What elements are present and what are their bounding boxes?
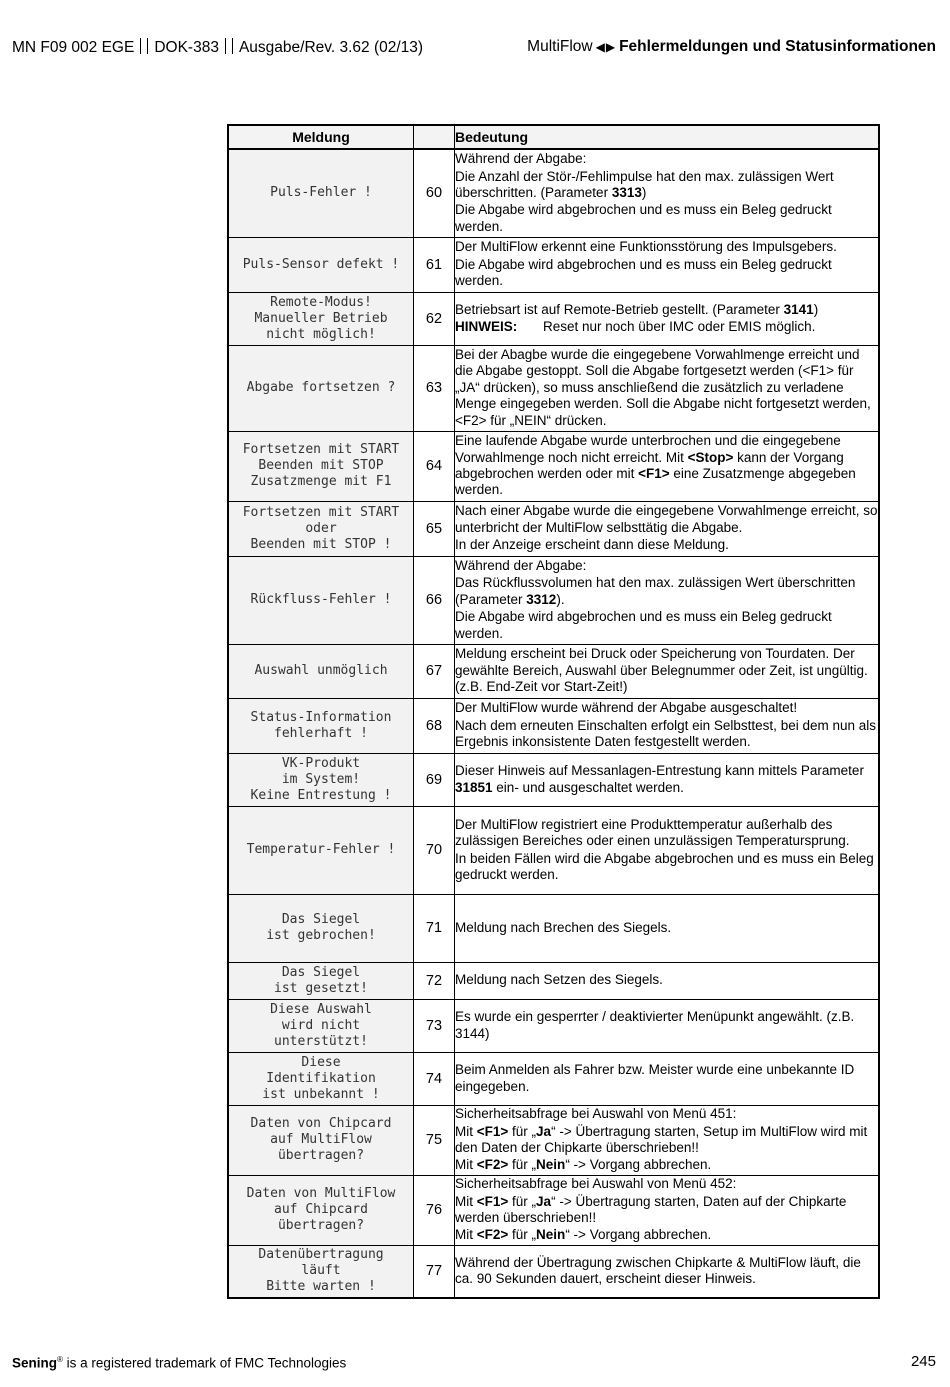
meaning-text: Der MultiFlow registriert eine Produkttemperatur außerhalb des zulässigen Bereiches oder einen unzulässigen Temperatursprung. bbox=[455, 816, 850, 849]
message-line: Auswahl unmöglich bbox=[254, 663, 388, 678]
product-name: MultiFlow bbox=[527, 38, 593, 55]
meaning-paragraph bbox=[455, 609, 878, 642]
meaning-paragraph bbox=[455, 202, 878, 235]
meaning-text: für „ bbox=[508, 1123, 537, 1139]
emphasis-text: <F1> bbox=[476, 1123, 509, 1139]
meaning-cell bbox=[455, 753, 880, 806]
message-table bbox=[227, 124, 880, 1299]
brand-name: Sening bbox=[12, 1355, 58, 1371]
meaning-text: Die Anzahl der Stör-/Fehlimpulse hat den max. zulässigen Wert überschritten. (Parameter bbox=[455, 168, 834, 201]
header-document-info bbox=[12, 38, 423, 57]
meaning-text: “ -> Übertragung starten, Daten auf der Chipkarte werden überschrieben!! bbox=[455, 1193, 847, 1225]
meaning-paragraph bbox=[455, 972, 878, 988]
message-cell bbox=[228, 644, 414, 698]
meaning-paragraph bbox=[455, 700, 878, 716]
table-row bbox=[228, 149, 879, 237]
table-row bbox=[228, 1105, 879, 1175]
message-cell bbox=[228, 894, 414, 962]
meaning-text: Sicherheitsabfrage bei Auswahl von Menü 452: bbox=[455, 1176, 737, 1192]
meaning-text: Reset nur noch über IMC oder EMIS möglich. bbox=[543, 319, 816, 334]
message-number: 64 bbox=[414, 431, 455, 501]
revision: Ausgabe/Rev. 3.62 (02/13) bbox=[238, 39, 424, 56]
meaning-paragraph bbox=[455, 169, 878, 202]
message-cell bbox=[228, 345, 414, 431]
meaning-paragraph bbox=[455, 851, 878, 884]
meaning-text: ) bbox=[813, 301, 819, 317]
emphasis-text: <Stop> bbox=[687, 449, 734, 465]
table-row bbox=[228, 753, 879, 806]
meaning-cell bbox=[455, 501, 880, 556]
meaning-paragraph bbox=[455, 319, 878, 335]
meaning-text: Meldung nach Setzen des Siegels. bbox=[455, 972, 663, 988]
message-line: Identifikation bbox=[266, 1070, 376, 1086]
meaning-text: Die Abgabe wird abgebrochen und es muss ein Beleg gedruckt werden. bbox=[455, 609, 832, 641]
registered-mark: ® bbox=[57, 1355, 63, 1364]
message-line: Puls-Sensor defekt ! bbox=[242, 256, 400, 272]
message-number: 71 bbox=[414, 894, 455, 962]
message-line: oder bbox=[305, 520, 337, 536]
table-row bbox=[228, 292, 879, 345]
message-cell bbox=[228, 556, 414, 644]
footer-trademark bbox=[12, 1355, 346, 1371]
meaning-cell bbox=[455, 698, 880, 753]
dok-number: DOK-383 bbox=[154, 39, 219, 56]
meaning-paragraph bbox=[455, 1255, 878, 1288]
table-row bbox=[228, 501, 879, 556]
meaning-paragraph bbox=[455, 1157, 878, 1173]
meaning-cell bbox=[455, 149, 880, 237]
emphasis-text: Nein bbox=[536, 1227, 566, 1243]
message-line: Puls-Fehler ! bbox=[270, 185, 372, 201]
message-cell bbox=[228, 292, 414, 345]
meaning-text: Eine laufende Abgabe wurde unterbrochen und die eingegebene Vorwahlmenge noch nicht erreicht. Mit bbox=[455, 433, 841, 465]
message-cell bbox=[228, 237, 414, 292]
meaning-paragraph bbox=[455, 763, 878, 796]
meaning-paragraph bbox=[455, 1106, 878, 1122]
table-row bbox=[228, 237, 879, 292]
message-number: 65 bbox=[414, 501, 455, 556]
meaning-paragraph bbox=[455, 558, 878, 574]
meaning-text: Dieser Hinweis auf Messanlagen-Entrestung kann mittels Parameter bbox=[455, 763, 864, 779]
message-line: Abgabe fortsetzen ? bbox=[246, 380, 396, 395]
message-number: 72 bbox=[414, 962, 455, 999]
emphasis-text: <F2> bbox=[476, 1227, 509, 1243]
message-cell bbox=[228, 431, 414, 501]
message-line: Diese Auswahl bbox=[270, 1001, 372, 1017]
emphasis-text: Ja bbox=[536, 1193, 552, 1209]
message-number: 66 bbox=[414, 556, 455, 644]
meaning-paragraph bbox=[455, 1194, 878, 1227]
header-section-info bbox=[527, 38, 936, 56]
meaning-cell bbox=[455, 894, 880, 962]
meaning-paragraph bbox=[455, 347, 878, 429]
meaning-paragraph bbox=[455, 1176, 878, 1192]
meaning-text: Während der Abgabe: bbox=[455, 557, 587, 573]
meaning-text: In beiden Fällen wird die Abgabe abgebrochen und es muss ein Beleg gedruckt werden. bbox=[455, 850, 874, 882]
message-line: Remote-Modus! bbox=[270, 294, 372, 310]
message-line: im System! bbox=[281, 771, 361, 787]
emphasis-text: 3313 bbox=[611, 185, 642, 201]
meaning-text: Beim Anmelden als Fahrer bzw. Meister wurde eine unbekannte ID eingegeben. bbox=[455, 1062, 855, 1094]
meaning-paragraph bbox=[455, 1124, 878, 1157]
message-line: übertragen? bbox=[277, 1218, 365, 1233]
message-line: ist gesetzt! bbox=[274, 980, 368, 996]
message-cell bbox=[228, 501, 414, 556]
message-cell bbox=[228, 1175, 414, 1245]
meaning-paragraph bbox=[455, 575, 878, 608]
emphasis-text: <F1> bbox=[476, 1193, 509, 1209]
message-cell bbox=[228, 698, 414, 753]
message-line: Bitte warten ! bbox=[266, 1279, 376, 1295]
meaning-text: Meldung nach Brechen des Siegels. bbox=[455, 919, 672, 935]
meaning-cell bbox=[455, 962, 880, 999]
message-line: Beenden mit STOP bbox=[258, 458, 384, 473]
meaning-text: In der Anzeige erscheint dann diese Meldung. bbox=[455, 537, 729, 553]
message-line: wird nicht bbox=[281, 1017, 361, 1033]
message-cell bbox=[228, 1052, 414, 1105]
meaning-text: “ -> Übertragung starten, Setup im MultiFlow wird mit den Daten der Chipkarte überschrieben!! bbox=[455, 1123, 868, 1155]
meaning-text: ein- und ausgeschaltet werden. bbox=[492, 779, 684, 795]
meaning-paragraph bbox=[455, 537, 878, 553]
meaning-text: Sicherheitsabfrage bei Auswahl von Menü 451: bbox=[455, 1106, 737, 1122]
separator bbox=[225, 38, 233, 54]
meaning-cell bbox=[455, 431, 880, 501]
column-header-number bbox=[414, 125, 455, 149]
meaning-paragraph bbox=[455, 646, 878, 695]
meaning-text: für „ bbox=[508, 1227, 537, 1243]
meaning-text: für „ bbox=[508, 1157, 537, 1173]
message-number: 62 bbox=[414, 292, 455, 345]
message-line: Status-Information bbox=[250, 709, 392, 725]
emphasis-text: 3141 bbox=[783, 301, 814, 317]
message-cell bbox=[228, 1245, 414, 1298]
meaning-cell bbox=[455, 1245, 880, 1298]
message-line: unterstützt! bbox=[274, 1033, 368, 1049]
meaning-text: Mit bbox=[455, 1157, 477, 1173]
meaning-cell bbox=[455, 999, 880, 1052]
message-line: ist gebrochen! bbox=[266, 928, 376, 943]
meaning-text: eine Zusatzmenge abgegeben werden. bbox=[455, 466, 856, 498]
message-line: Datenübertragung bbox=[258, 1247, 384, 1263]
trademark-text: is a registered trademark of FMC Technologies bbox=[62, 1355, 347, 1371]
message-line: Fortsetzen mit START bbox=[242, 442, 400, 457]
meaning-text: Das Rückflussvolumen hat den max. zulässigen Wert überschritten (Parameter bbox=[455, 575, 856, 607]
meaning-text: Meldung erscheint bei Druck oder Speicherung von Tourdaten. Der gewählte Bereich, Auswahl über Belegnummer oder Zeit, ist ungültig. (z.B. End-Zeit vor Start-Zeit!) bbox=[455, 646, 868, 695]
meaning-text: kann der Vorgang abgebrochen werden oder mit bbox=[455, 449, 844, 481]
emphasis-text: <F2> bbox=[476, 1157, 509, 1173]
message-line: nicht möglich! bbox=[266, 326, 376, 342]
table-row bbox=[228, 999, 879, 1052]
message-line: Das Siegel bbox=[281, 912, 361, 927]
meaning-text: Die Abgabe wird abgebrochen und es muss ein Beleg gedruckt werden. bbox=[455, 202, 832, 234]
meaning-text: Die Abgabe wird abgebrochen und es muss ein Beleg gedruckt werden. bbox=[455, 256, 832, 289]
message-line: Manueller Betrieb bbox=[254, 310, 388, 326]
meaning-text: “ -> Vorgang abbrechen. bbox=[565, 1227, 712, 1243]
message-number: 74 bbox=[414, 1052, 455, 1105]
column-header-meaning: Bedeutung bbox=[455, 125, 880, 149]
meaning-text: Während der Übertragung zwischen Chipkarte & MultiFlow läuft, die ca. 90 Sekunden dauert, erscheint dieser Hinweis. bbox=[455, 1254, 861, 1287]
section-title: Fehlermeldungen und Statusinformationen bbox=[619, 38, 936, 55]
message-line: Keine Entrestung ! bbox=[250, 787, 392, 803]
table-row bbox=[228, 1052, 879, 1105]
meaning-text: für „ bbox=[508, 1193, 537, 1209]
message-line: Daten von MultiFlow bbox=[246, 1186, 396, 1201]
message-cell bbox=[228, 753, 414, 806]
message-line: fehlerhaft ! bbox=[274, 725, 368, 741]
meaning-text: ) bbox=[641, 185, 647, 201]
message-line: Rückfluss-Fehler ! bbox=[250, 592, 392, 607]
meaning-paragraph bbox=[455, 151, 878, 167]
message-number: 68 bbox=[414, 698, 455, 753]
message-number: 70 bbox=[414, 806, 455, 894]
page-number: 245 bbox=[910, 1353, 936, 1370]
message-line: Diese bbox=[301, 1054, 341, 1070]
message-number: 69 bbox=[414, 753, 455, 806]
meaning-text: Nach einer Abgabe wurde die eingegebene Vorwahlmenge erreicht, so unterbricht der MultiFlow selbsttätig die Abgabe. bbox=[455, 503, 878, 535]
meaning-paragraph bbox=[455, 920, 878, 936]
meaning-text: Mit bbox=[455, 1193, 477, 1209]
meaning-paragraph bbox=[455, 1062, 878, 1095]
message-cell bbox=[228, 806, 414, 894]
meaning-text: ). bbox=[556, 591, 565, 607]
separator bbox=[140, 38, 148, 54]
table-row bbox=[228, 894, 879, 962]
table-row bbox=[228, 806, 879, 894]
meaning-paragraph bbox=[455, 817, 878, 850]
message-number: 76 bbox=[414, 1175, 455, 1245]
emphasis-text: 31851 bbox=[455, 779, 493, 795]
message-number: 67 bbox=[414, 644, 455, 698]
emphasis-text: Ja bbox=[536, 1123, 552, 1139]
emphasis-text: HINWEIS: bbox=[455, 319, 518, 334]
message-number: 60 bbox=[414, 149, 455, 237]
meaning-text: “ -> Vorgang abbrechen. bbox=[565, 1157, 712, 1173]
column-header-message: Meldung bbox=[228, 125, 414, 149]
meaning-text: Während der Abgabe: bbox=[455, 151, 587, 167]
table-row bbox=[228, 644, 879, 698]
table-row bbox=[228, 345, 879, 431]
message-number: 73 bbox=[414, 999, 455, 1052]
message-line: ist unbekannt ! bbox=[262, 1086, 380, 1102]
meaning-text: Mit bbox=[455, 1123, 477, 1139]
message-line: VK-Produkt bbox=[281, 755, 361, 771]
message-line: Temperatur-Fehler ! bbox=[246, 842, 396, 857]
table-row bbox=[228, 431, 879, 501]
message-cell bbox=[228, 999, 414, 1052]
meaning-cell bbox=[455, 644, 880, 698]
meaning-text: Nach dem erneuten Einschalten erfolgt ein Selbsttest, bei dem nun als Ergebnis inkonsistente Daten festgestellt werden. bbox=[455, 717, 876, 750]
message-line: übertragen? bbox=[277, 1148, 365, 1163]
message-line: auf MultiFlow bbox=[270, 1132, 372, 1147]
message-cell bbox=[228, 962, 414, 999]
meaning-text: Bei der Abagbe wurde die eingegebene Vorwahlmenge erreicht und die Abgabe gestoppt. Soll die Abgabe fortgesetzt werden (<F1> für „JA“ drücken), so muss anschließend die zusätzlich zu verladene Menge eingegeben werden. Soll die Abgabe nicht fortgesetzt werden, <F2> für „NEIN“ drücken. bbox=[455, 346, 871, 428]
message-cell bbox=[228, 1105, 414, 1175]
meaning-text: Der MultiFlow erkennt eine Funktionsstörung des Impulsgebers. bbox=[455, 239, 837, 255]
message-number: 75 bbox=[414, 1105, 455, 1175]
message-line: Das Siegel bbox=[281, 964, 361, 980]
emphasis-text: 3312 bbox=[526, 591, 557, 607]
meaning-paragraph bbox=[455, 718, 878, 751]
meaning-cell bbox=[455, 1175, 880, 1245]
message-line: Zusatzmenge mit F1 bbox=[250, 474, 392, 489]
message-number: 63 bbox=[414, 345, 455, 431]
table-header-row bbox=[228, 125, 879, 149]
meaning-cell bbox=[455, 806, 880, 894]
meaning-paragraph bbox=[455, 433, 878, 499]
message-line: Beenden mit STOP ! bbox=[250, 536, 392, 552]
table-row bbox=[228, 698, 879, 753]
arrows-icon: ◀▶ bbox=[595, 40, 617, 54]
table-row bbox=[228, 556, 879, 644]
message-line: läuft bbox=[301, 1263, 341, 1279]
meaning-text: Betriebsart ist auf Remote-Betrieb gestellt. (Parameter bbox=[455, 301, 784, 317]
meaning-paragraph bbox=[455, 1227, 878, 1243]
table-body bbox=[228, 149, 879, 1298]
meaning-cell bbox=[455, 1105, 880, 1175]
meaning-cell bbox=[455, 1052, 880, 1105]
meaning-paragraph bbox=[455, 257, 878, 290]
meaning-text: Mit bbox=[455, 1227, 477, 1243]
meaning-text: Der MultiFlow wurde während der Abgabe ausgeschaltet! bbox=[455, 700, 798, 716]
meaning-text: Es wurde ein gesperrter / deaktivierter Menüpunkt angewählt. (z.B. 3144) bbox=[455, 1009, 855, 1041]
message-cell bbox=[228, 149, 414, 237]
meaning-paragraph bbox=[455, 503, 878, 536]
table-row bbox=[228, 962, 879, 999]
message-number: 77 bbox=[414, 1245, 455, 1298]
meaning-paragraph bbox=[455, 1009, 878, 1042]
emphasis-text: Nein bbox=[536, 1157, 566, 1173]
meaning-cell bbox=[455, 292, 880, 345]
meaning-cell bbox=[455, 556, 880, 644]
emphasis-text: <F1> bbox=[638, 466, 670, 481]
meaning-cell bbox=[455, 345, 880, 431]
message-line: auf Chipcard bbox=[274, 1202, 368, 1217]
message-number: 61 bbox=[414, 237, 455, 292]
message-line: Fortsetzen mit START bbox=[242, 504, 400, 520]
meaning-paragraph bbox=[455, 302, 878, 318]
meaning-paragraph bbox=[455, 239, 878, 255]
doc-id: MN F09 002 EGE bbox=[12, 39, 135, 56]
message-line: Daten von Chipcard bbox=[250, 1116, 392, 1131]
meaning-cell bbox=[455, 237, 880, 292]
table-row bbox=[228, 1245, 879, 1298]
table-row bbox=[228, 1175, 879, 1245]
